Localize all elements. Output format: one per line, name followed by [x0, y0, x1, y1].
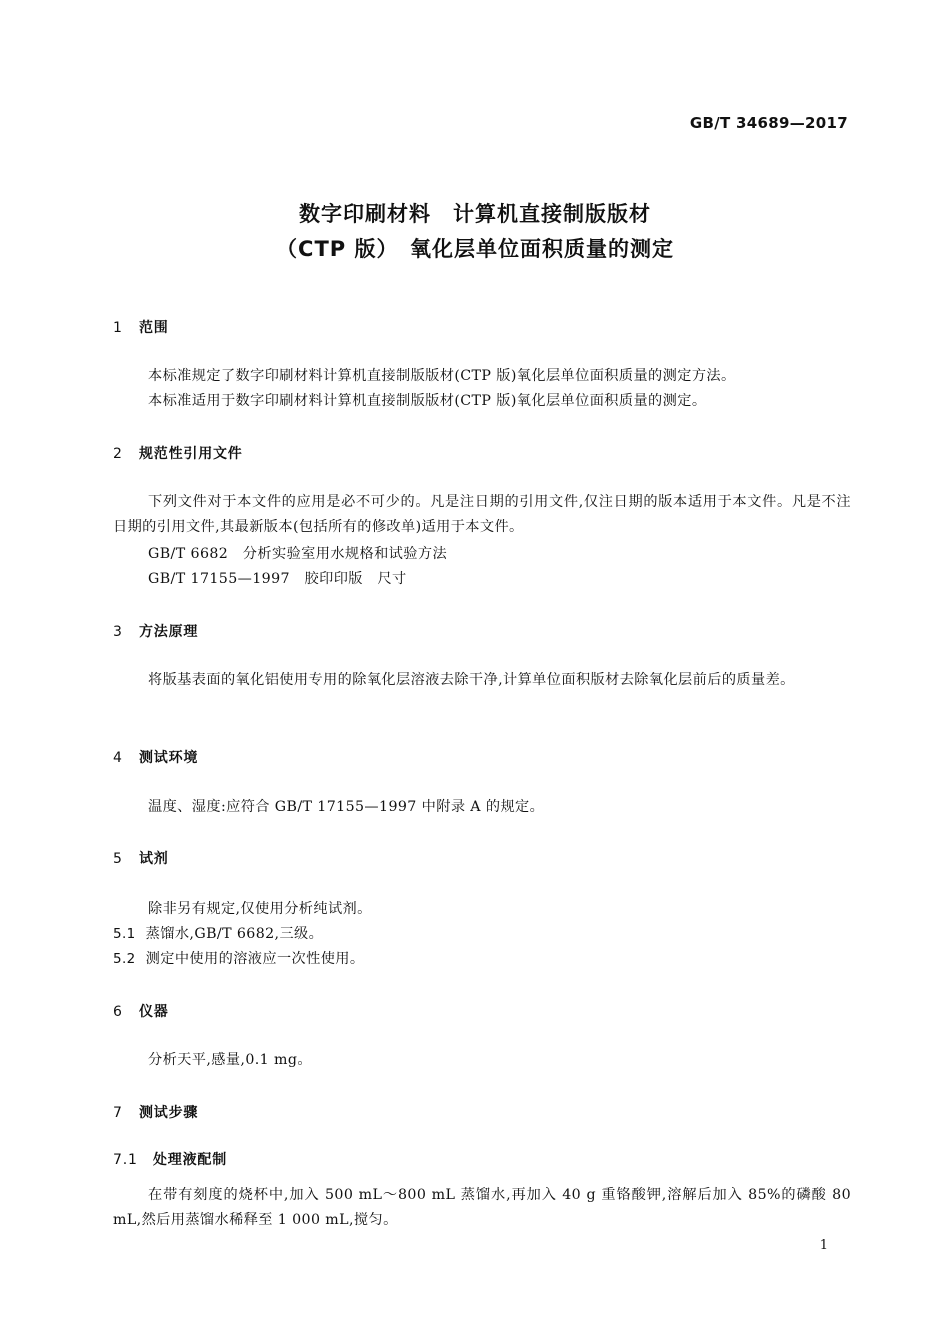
paragraph: 温度、湿度:应符合 GB/T 17155—1997 中附录 A 的规定。	[148, 799, 545, 815]
section-title: 试剂	[139, 851, 169, 867]
section-title: 方法原理	[139, 624, 199, 640]
paragraph: 除非另有规定,仅使用分析纯试剂。	[148, 901, 372, 917]
item-text: 测定中使用的溶液应一次性使用。	[145, 951, 365, 967]
section-number: 1	[113, 320, 123, 336]
section-title: 测试环境	[139, 750, 199, 766]
subsection-title: 处理液配制	[153, 1152, 227, 1168]
section-number: 3	[113, 624, 123, 640]
paragraph: 在带有刻度的烧杯中,加入 500 mL～800 mL 蒸馏水,再加入 40 g 重铬酸钾,溶解后加入 85%的磷酸 80 mL,然后用蒸馏水稀释至 1 000 mL,搅匀。	[113, 1187, 851, 1228]
section-heading-apparatus	[113, 1001, 169, 1021]
section-heading-normative-references	[113, 443, 243, 463]
section-number: 6	[113, 1004, 123, 1020]
item-number: 5.2	[113, 951, 136, 967]
subsection-heading-solution-preparation	[113, 1149, 227, 1169]
subsection-number: 7.1	[113, 1152, 138, 1168]
list-item	[113, 948, 365, 968]
section-number: 7	[113, 1105, 123, 1121]
standard-code: GB/T 34689—2017	[689, 114, 848, 132]
reference-item: GB/T 6682 分析实验室用水规格和试验方法	[148, 546, 448, 562]
section-heading-scope	[113, 317, 169, 337]
paragraph: 将版基表面的氧化铝使用专用的除氧化层溶液去除干净,计算单位面积版材去除氧化层前后的质量差。	[148, 672, 795, 688]
document-title-line-2: （CTP 版） 氧化层单位面积质量的测定	[276, 237, 674, 261]
page-number: 1	[819, 1238, 828, 1253]
section-number: 4	[113, 750, 123, 766]
section-heading-principle	[113, 621, 198, 641]
paragraph: 本标准规定了数字印刷材料计算机直接制版版材(CTP 版)氧化层单位面积质量的测定方法。	[148, 368, 736, 384]
section-heading-reagents	[113, 848, 169, 868]
paragraph: 下列文件对于本文件的应用是必不可少的。凡是注日期的引用文件,仅注日期的版本适用于本文件。凡是不注日期的引用文件,其最新版本(包括所有的修改单)适用于本文件。	[113, 494, 851, 535]
paragraph: 本标准适用于数字印刷材料计算机直接制版版材(CTP 版)氧化层单位面积质量的测定。	[148, 393, 707, 409]
list-item	[113, 923, 323, 943]
section-title: 规范性引用文件	[139, 446, 243, 462]
item-number: 5.1	[113, 926, 136, 942]
section-title: 仪器	[139, 1004, 169, 1020]
item-text: 蒸馏水,GB/T 6682,三级。	[145, 926, 324, 942]
section-title: 测试步骤	[139, 1105, 199, 1121]
section-heading-test-procedure	[113, 1102, 198, 1122]
section-number: 2	[113, 446, 123, 462]
paragraph: 分析天平,感量,0.1 mg。	[148, 1052, 312, 1068]
section-title: 范围	[139, 320, 169, 336]
section-number: 5	[113, 851, 123, 867]
reference-item: GB/T 17155—1997 胶印印版 尺寸	[148, 571, 407, 587]
section-heading-test-environment	[113, 747, 198, 767]
document-title-line-1: 数字印刷材料 计算机直接制版版材	[299, 202, 651, 226]
